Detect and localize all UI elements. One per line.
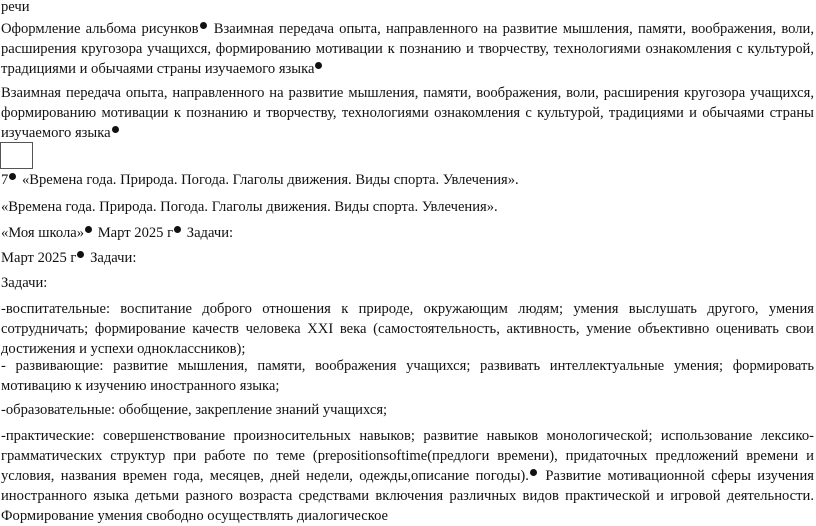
school-tasks-label: Задачи: — [186, 225, 234, 241]
bullet-icon — [9, 173, 16, 180]
tasks-developing: - развивающие: развитие мышления, памяти, воображения учащихся; развивать интеллектуальные умения; формировать мотивацию к изучению иностранного языка; — [1, 358, 814, 394]
date-line-date: Март 2025 г — [1, 250, 77, 266]
tasks-practical-tail: Развитие мотивационной сферы изучения иностранного языка детьми разного возраста средствами включения различных видов практической и игровой деятельности. Формирование умения свободно осуществлять диалогическое — [1, 468, 814, 524]
date-line — [1, 248, 814, 268]
bullet-icon — [85, 226, 92, 233]
school-date: Март 2025 г — [97, 225, 174, 241]
tasks-practical: -практические: совершенствование произносительных навыков; развитие навыков монологической; использование лексико-грамматических структур при работе по теме (prepositionsoftime(предлоги времени), придаточных предложений времени и условия, названия времен года, месяцев, дней недели, одежды,описание погоды). — [1, 428, 814, 484]
bullet-icon — [200, 22, 207, 29]
album-lead: Оформление альбома рисунков — [1, 21, 199, 37]
tasks-learning: -образовательные: обобщение, закрепление знаний учащихся; — [1, 402, 388, 418]
exchange-paragraph — [1, 83, 814, 143]
tasks-educational: -воспитательные: воспитание доброго отношения к природе, окружающим людям; умения выслушать другого, умения сотрудничать; формирование качеств человека XXI века (самостоятельность, активность, умение объективно оценивать свои достижения и успехи одноклассников); — [1, 301, 814, 357]
bullet-icon — [530, 469, 537, 476]
bullet-icon — [112, 126, 119, 133]
school-name: «Моя школа» — [1, 225, 85, 241]
school-line — [1, 223, 814, 243]
bullet-icon — [174, 226, 181, 233]
topic-line — [1, 170, 814, 190]
tasks-heading: Задачи: — [1, 275, 48, 291]
bullet-icon — [315, 62, 322, 69]
empty-frame — [0, 142, 33, 169]
topic-title-repeat: «Времена года. Природа. Погода. Глаголы движения. Виды спорта. Увлечения». — [1, 199, 498, 215]
header-word: речи — [1, 0, 30, 15]
bullet-icon — [77, 251, 84, 258]
topic-title: «Времена года. Природа. Погода. Глаголы движения. Виды спорта. Увлечения». — [21, 172, 519, 188]
album-paragraph — [1, 19, 814, 79]
tasks-practical-paragraph — [1, 426, 814, 526]
exchange-text: Взаимная передача опыта, направленного на развитие мышления, памяти, воображения, воли, расширения кругозора учащихся, формированию мотивации к познанию и творчеству, технологиями ознакомления с культурой, традициями и обычаями страны изучаемого языка — [1, 85, 814, 141]
album-text: Взаимная передача опыта, направленного на развитие мышления, памяти, воображения, воли, расширения кругозора учащихся, формированию мотивации к познанию и творчеству, технологиями ознакомления с культурой, традициями и обычаями страны изучаемого языка — [1, 21, 814, 77]
topic-number: 7 — [1, 172, 9, 188]
topic-title-repeat-line — [1, 197, 814, 217]
date-line-tasks-label: Задачи: — [90, 250, 137, 266]
